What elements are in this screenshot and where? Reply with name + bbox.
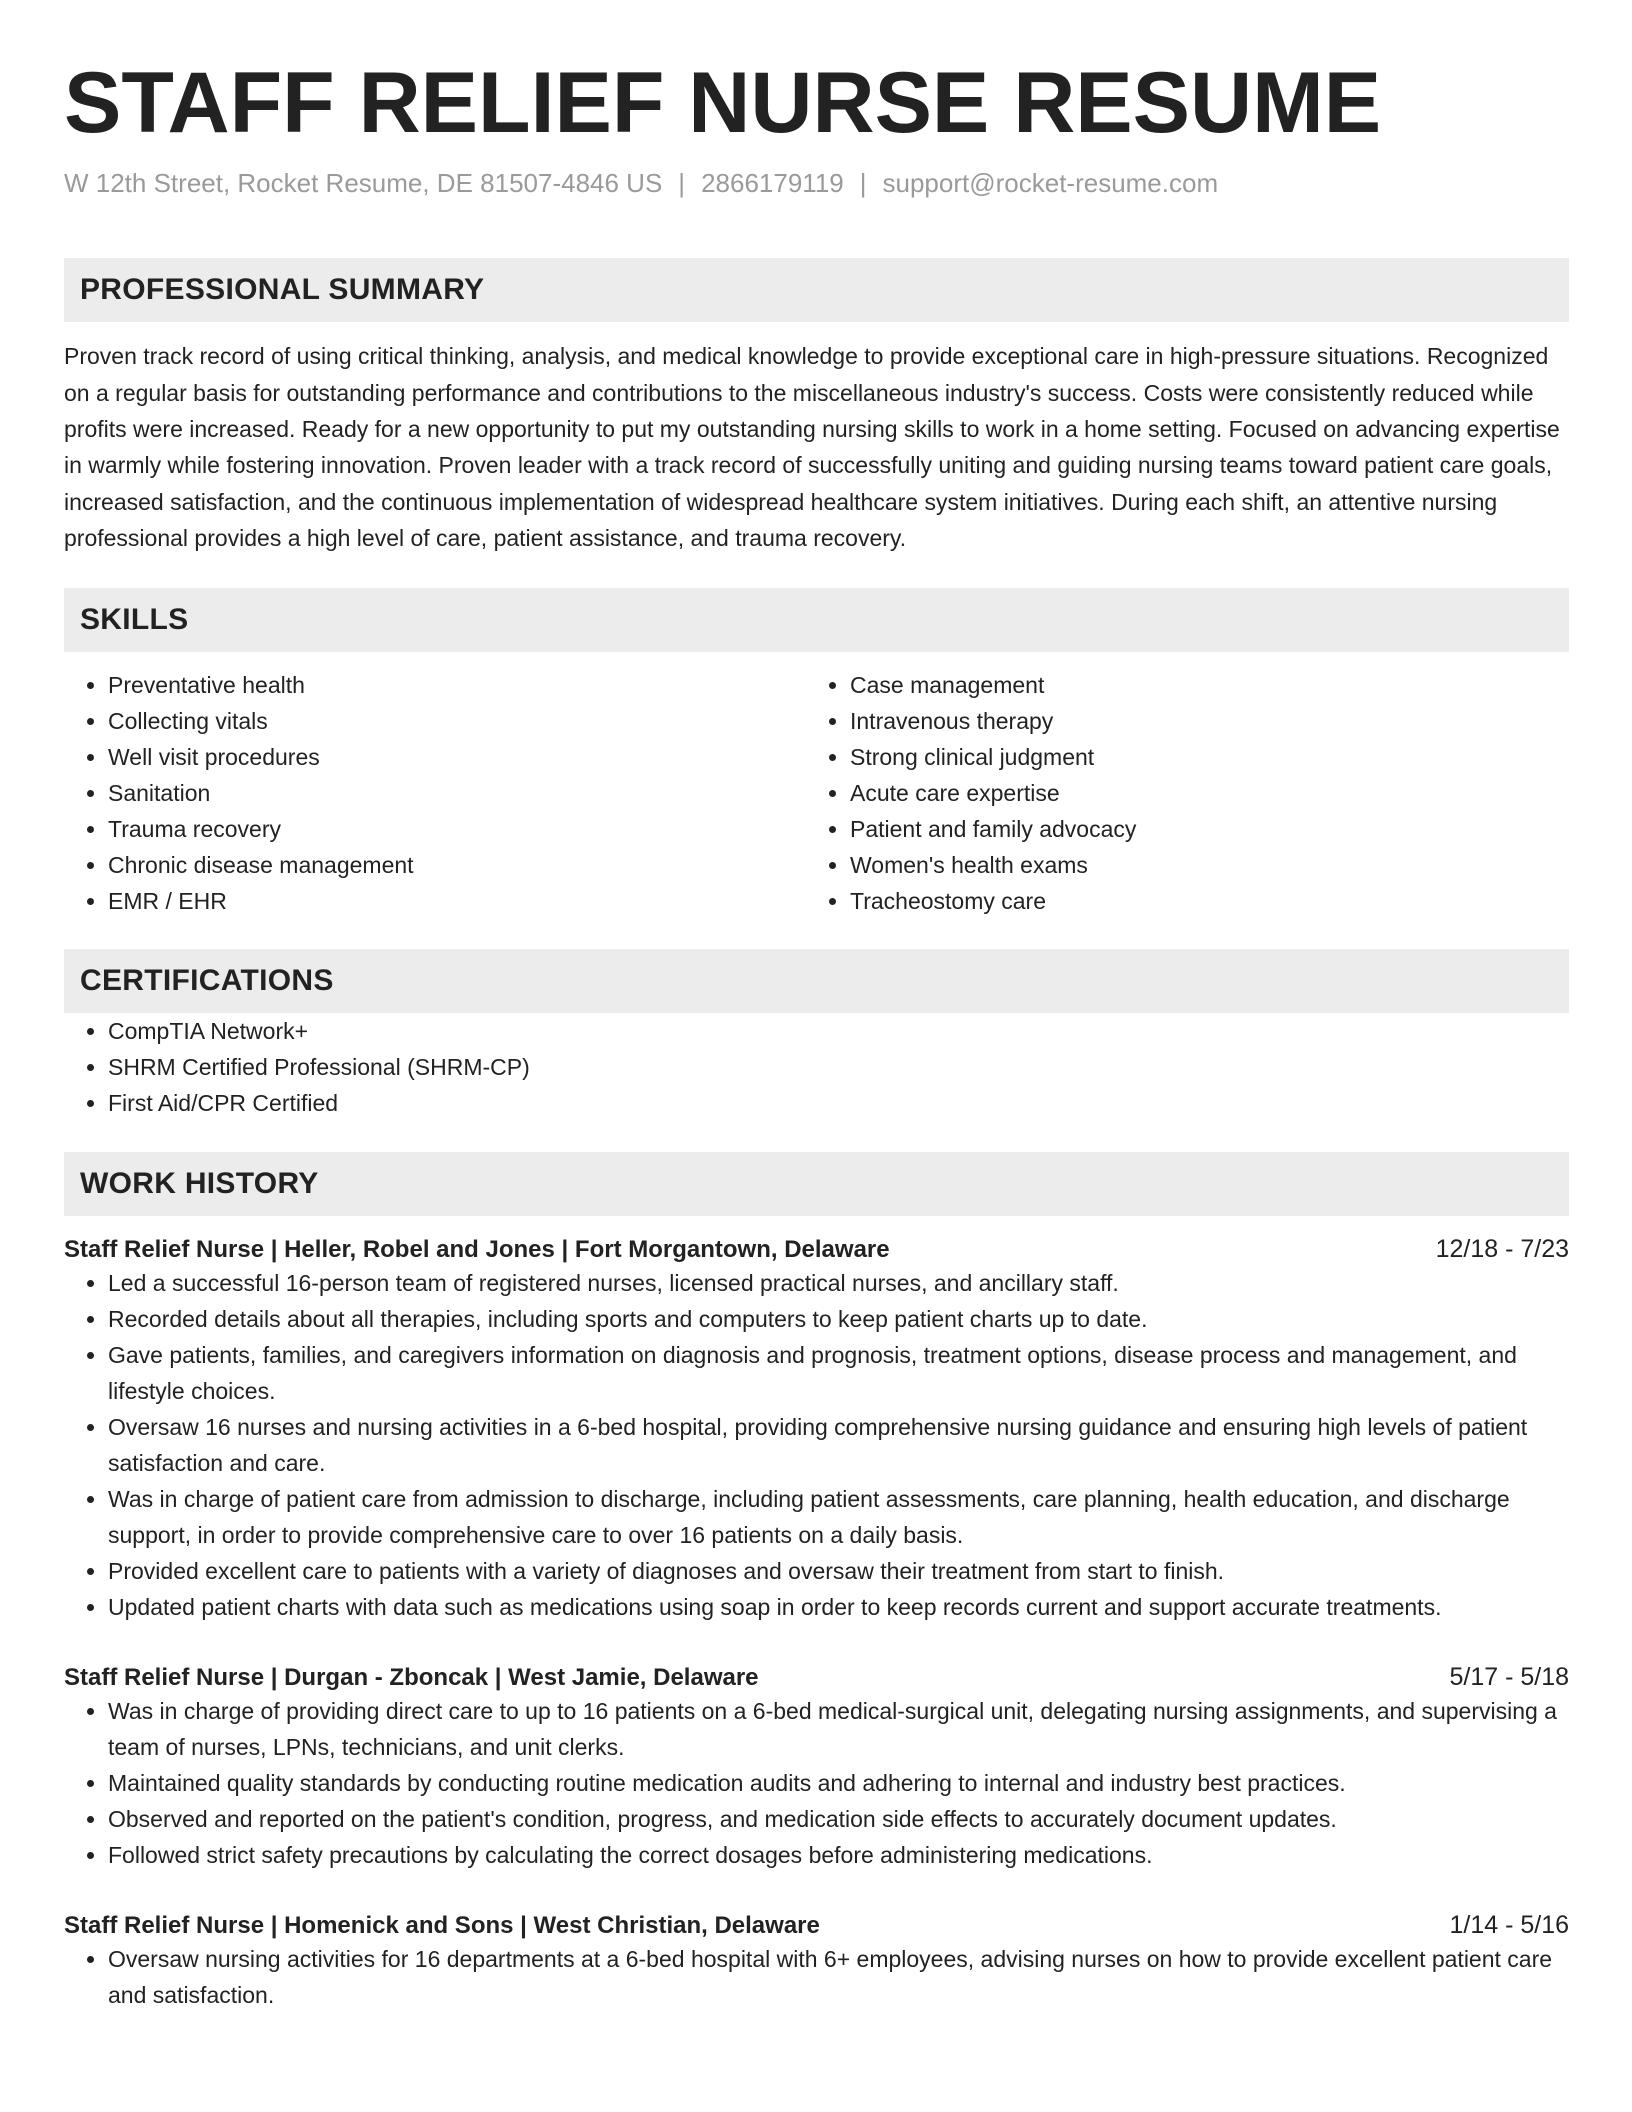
skill-item: • Intravenous therapy <box>850 703 1548 739</box>
skills-heading: SKILLS <box>64 588 1569 652</box>
contact-phone: 2866179119 <box>701 168 844 198</box>
job-entry <box>64 1910 1569 2013</box>
resume-title: STAFF RELIEF NURSE RESUME <box>64 55 1382 151</box>
contact-email: support@rocket-resume.com <box>882 168 1219 198</box>
summary-text: Proven track record of using critical thinking, analysis, and medical knowledge to provide exceptional care in high-pressure situations. Recognized on a regular basis for outstanding performance and contributions to the miscellaneous industry's success. Costs were consistently reduced while profits were increased. Ready for a new opportunity to put my outstanding nursing skills to work in a home setting. Focused on advancing expertise in warmly while fostering innovation. Proven leader with a track record of successfully uniting and guiding nursing teams toward patient care goals, increased satisfaction, and the continuous implementation of widespread healthcare system initiatives. During each shift, an attentive nursing professional provides a high level of care, patient assistance, and trauma recovery. <box>64 343 1560 552</box>
job-entry <box>64 1234 1569 1625</box>
certification-item: • CompTIA Network+ <box>108 1013 1569 1049</box>
job-bullet: • Gave patients, families, and caregivers information on diagnosis and prognosis, treatment options, disease process and management, and lifestyle choices. <box>108 1337 1569 1409</box>
skill-item: • Case management <box>850 667 1548 703</box>
certifications-heading: CERTIFICATIONS <box>64 949 1569 1013</box>
job-title-line: Staff Relief Nurse | Durgan - Zboncak | West Jamie, Delaware <box>64 1663 759 1691</box>
job-bullet: • Led a successful 16-person team of registered nurses, licensed practical nurses, and ancillary staff. <box>108 1265 1569 1301</box>
skill-item: • Strong clinical judgment <box>850 739 1548 775</box>
job-bullet: • Followed strict safety precautions by calculating the correct dosages before administering medications. <box>108 1837 1569 1873</box>
job-title-line: Staff Relief Nurse | Homenick and Sons | West Christian, Delaware <box>64 1911 820 1939</box>
job-bullets <box>64 1265 1569 1625</box>
skill-item: • Sanitation <box>108 775 806 811</box>
job-header <box>64 1662 1569 1693</box>
contact-separator: | <box>678 168 686 198</box>
certification-item: • First Aid/CPR Certified <box>108 1085 1569 1121</box>
work-history-heading: WORK HISTORY <box>64 1152 1569 1216</box>
skill-item: • Trauma recovery <box>108 811 806 847</box>
job-bullet: • Maintained quality standards by conducting routine medication audits and adhering to internal and industry best practices. <box>108 1765 1569 1801</box>
job-bullet: • Was in charge of patient care from admission to discharge, including patient assessments, care planning, health education, and discharge support, in order to provide comprehensive care to over 16 patients on a daily basis. <box>108 1481 1569 1553</box>
job-bullet: • Recorded details about all therapies, including sports and computers to keep patient charts up to date. <box>108 1301 1569 1337</box>
skills-column-left <box>64 667 806 919</box>
skill-item: • Patient and family advocacy <box>850 811 1548 847</box>
job-header <box>64 1234 1569 1265</box>
contact-address: W 12th Street, Rocket Resume, DE 81507-4846 US <box>64 168 663 198</box>
job-header <box>64 1910 1569 1941</box>
job-bullet: • Provided excellent care to patients with a variety of diagnoses and oversaw their treatment from start to finish. <box>108 1553 1569 1589</box>
certifications-list <box>64 1013 1569 1121</box>
job-bullets <box>64 1693 1569 1873</box>
job-dates: 1/14 - 5/16 <box>1449 1910 1569 1939</box>
contact-line <box>64 168 1569 199</box>
certification-item: • SHRM Certified Professional (SHRM-CP) <box>108 1049 1569 1085</box>
skill-item: • Collecting vitals <box>108 703 806 739</box>
job-entry <box>64 1662 1569 1873</box>
job-dates: 12/18 - 7/23 <box>1435 1234 1569 1263</box>
skill-item: • Women's health exams <box>850 847 1548 883</box>
job-title-line: Staff Relief Nurse | Heller, Robel and Jones | Fort Morgantown, Delaware <box>64 1235 890 1263</box>
job-bullet: • Oversaw 16 nurses and nursing activities in a 6-bed hospital, providing comprehensive nursing guidance and ensuring high levels of patient satisfaction and care. <box>108 1409 1569 1481</box>
skill-item: • Acute care expertise <box>850 775 1548 811</box>
summary-heading: PROFESSIONAL SUMMARY <box>64 258 1569 322</box>
skill-item: • EMR / EHR <box>108 883 806 919</box>
skill-item: • Chronic disease management <box>108 847 806 883</box>
skills-column-right <box>806 667 1548 919</box>
job-bullet: • Observed and reported on the patient's condition, progress, and medication side effects to accurately document updates. <box>108 1801 1569 1837</box>
job-dates: 5/17 - 5/18 <box>1449 1662 1569 1691</box>
job-bullet: • Oversaw nursing activities for 16 departments at a 6-bed hospital with 6+ employees, advising nurses on how to provide excellent patient care and satisfaction. <box>108 1941 1569 2013</box>
skill-item: • Tracheostomy care <box>850 883 1548 919</box>
skill-item: • Well visit procedures <box>108 739 806 775</box>
contact-separator: | <box>859 168 867 198</box>
job-bullets <box>64 1941 1569 2013</box>
job-bullet: • Updated patient charts with data such as medications using soap in order to keep records current and support accurate treatments. <box>108 1589 1569 1625</box>
skills-columns <box>64 667 1569 919</box>
skill-item: • Preventative health <box>108 667 806 703</box>
job-bullet: • Was in charge of providing direct care to up to 16 patients on a 6-bed medical-surgical unit, delegating nursing assignments, and supervising a team of nurses, LPNs, technicians, and unit clerks. <box>108 1693 1569 1765</box>
